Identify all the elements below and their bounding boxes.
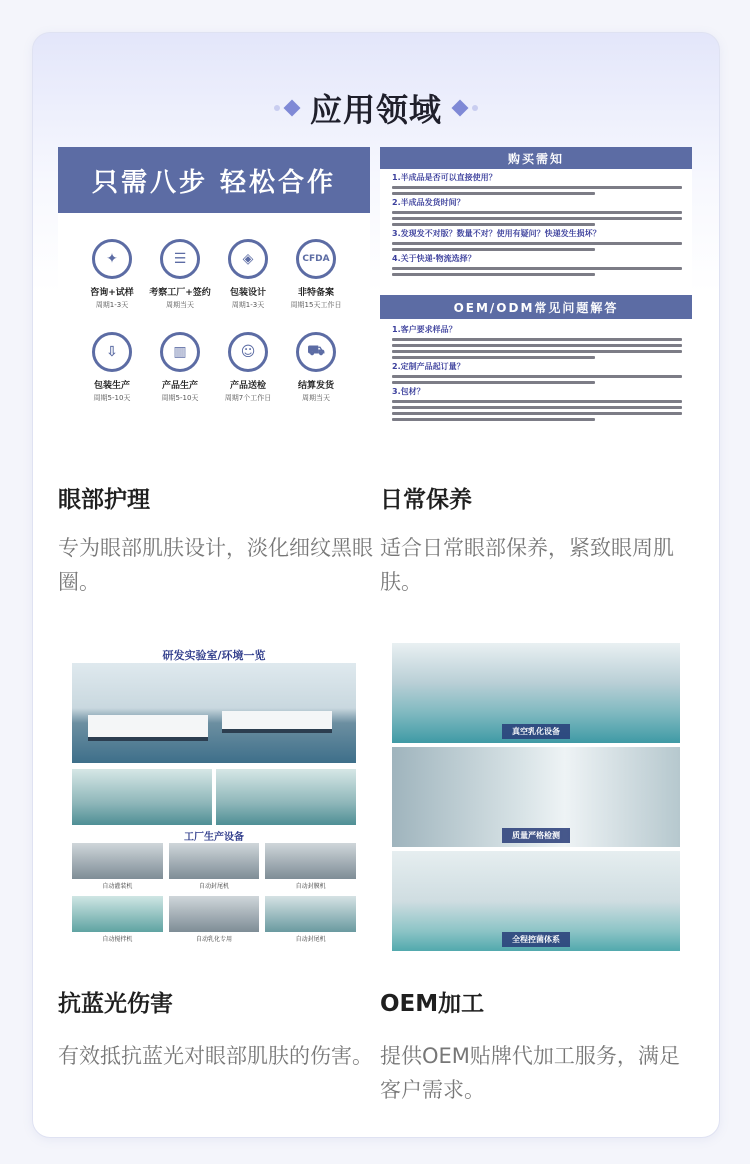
equipment-caption: 自动乳化专用 <box>195 936 232 943</box>
step-label: 产品送检 <box>229 381 266 391</box>
truck-icon: ⛟ <box>296 332 336 372</box>
equipment-caption: 自动封尾机 <box>198 883 229 890</box>
equipment-caption: 自动搅拌机 <box>102 936 133 943</box>
item-description: 提供OEM贴牌代加工服务，满足客户需求。 <box>380 1044 680 1102</box>
right-decoration <box>454 102 478 114</box>
steps-banner: 只需八步 轻松合作 <box>58 147 370 213</box>
purchase-notes-image <box>380 147 692 457</box>
equipment-caption: 自动封膜机 <box>295 883 326 890</box>
factory-icon: ▥ <box>160 332 200 372</box>
step-label: 包装生产 <box>93 381 130 391</box>
step-label: 咨询+试样 <box>90 288 134 298</box>
item-description: 适合日常眼部保养，紧致眼周肌肤。 <box>380 536 674 594</box>
inspection-icon: ☺ <box>228 332 268 372</box>
item-daily-care[interactable] <box>380 147 692 594</box>
step-item <box>78 332 146 403</box>
step-item <box>146 332 214 403</box>
step-period: 周期7个工作日 <box>224 394 272 402</box>
step-item <box>78 239 146 310</box>
equipment-item <box>72 843 163 890</box>
faq-text <box>392 325 682 424</box>
step-period: 周期15天工作日 <box>290 301 342 309</box>
question: 4.关于快递·物流选择？ <box>392 254 476 263</box>
application-card <box>32 32 720 1138</box>
factory-photo <box>392 851 680 951</box>
item-title: 抗蓝光伤害 <box>58 991 173 1017</box>
step-period: 周期当天 <box>302 394 330 402</box>
factory-image <box>380 641 692 951</box>
step-period: 周期5-10天 <box>93 394 131 402</box>
step-label: 产品生产 <box>161 381 198 391</box>
package-icon: ◈ <box>228 239 268 279</box>
equipment-item <box>72 896 163 943</box>
question: 3.发现发不对版？数量不对？使用有疑问？快递发生损坏？ <box>392 229 601 238</box>
equipment-caption: 自动封尾机 <box>295 936 326 943</box>
step-item <box>282 332 350 403</box>
faq-question: 2.定制产品起订量？ <box>392 362 465 371</box>
equipment-item <box>265 896 356 943</box>
eight-steps-image <box>58 147 370 457</box>
section-header <box>33 83 719 133</box>
lab-photo <box>72 663 356 763</box>
notes-text <box>392 173 682 279</box>
lab-photos <box>72 769 356 825</box>
equipment-item <box>265 843 356 890</box>
left-decoration <box>274 102 298 114</box>
equipment-item <box>169 896 260 943</box>
step-period: 周期1-3天 <box>95 301 129 309</box>
step-label: 包装设计 <box>229 288 266 298</box>
equipment-item <box>169 843 260 890</box>
lab-title: 研发实验室/环境一览 <box>162 649 266 662</box>
item-oem[interactable] <box>380 641 692 1102</box>
faq-question: 1.客户要求样品？ <box>392 325 457 334</box>
equipment-title: 工厂生产设备 <box>184 832 244 843</box>
item-title: 日常保养 <box>380 487 472 513</box>
factory-caption: 质量严格检测 <box>502 828 570 843</box>
question: 2.半成品发货时间？ <box>392 198 465 207</box>
faq-title: OEM/ODM常见问题解答 <box>380 295 692 319</box>
step-label: 考察工厂+签约 <box>149 288 211 298</box>
purchase-notes-title: 购买需知 <box>380 147 692 169</box>
factory-caption: 真空乳化设备 <box>502 724 570 739</box>
section-title: 应用领域 <box>309 91 442 129</box>
step-item <box>214 239 282 310</box>
step-period: 周期当天 <box>166 301 194 309</box>
step-item <box>146 239 214 310</box>
lab-image <box>58 641 370 951</box>
question: 1.半成品是否可以直接使用？ <box>392 173 497 182</box>
equipment-grid <box>72 843 356 943</box>
steps-grid <box>78 239 350 403</box>
item-eye-care[interactable] <box>58 147 373 594</box>
step-label: 非特备案 <box>297 288 334 298</box>
consult-icon: ✦ <box>92 239 132 279</box>
factory-caption: 全程控菌体系 <box>502 932 570 947</box>
step-label: 结算发货 <box>297 381 334 391</box>
item-title: 眼部护理 <box>58 487 150 513</box>
cfda-icon: CFDA <box>296 239 336 279</box>
item-description: 有效抵抗蓝光对眼部肌肤的伤害。 <box>58 1044 373 1068</box>
factory-photo <box>392 747 680 847</box>
faq-question: 3.包材？ <box>392 387 425 396</box>
step-item <box>214 332 282 403</box>
item-description: 专为眼部肌肤设计，淡化细纹黑眼圈。 <box>58 536 373 594</box>
equipment-caption: 自动灌装机 <box>102 883 133 890</box>
item-title: OEM加工 <box>380 991 485 1017</box>
factory-photo <box>392 643 680 743</box>
step-period: 周期1-3天 <box>231 301 265 309</box>
item-anti-blue-light[interactable] <box>58 641 373 1068</box>
step-period: 周期5-10天 <box>161 394 199 402</box>
step-item <box>282 239 350 310</box>
packaging-icon: ⇩ <box>92 332 132 372</box>
contract-icon: ☰ <box>160 239 200 279</box>
